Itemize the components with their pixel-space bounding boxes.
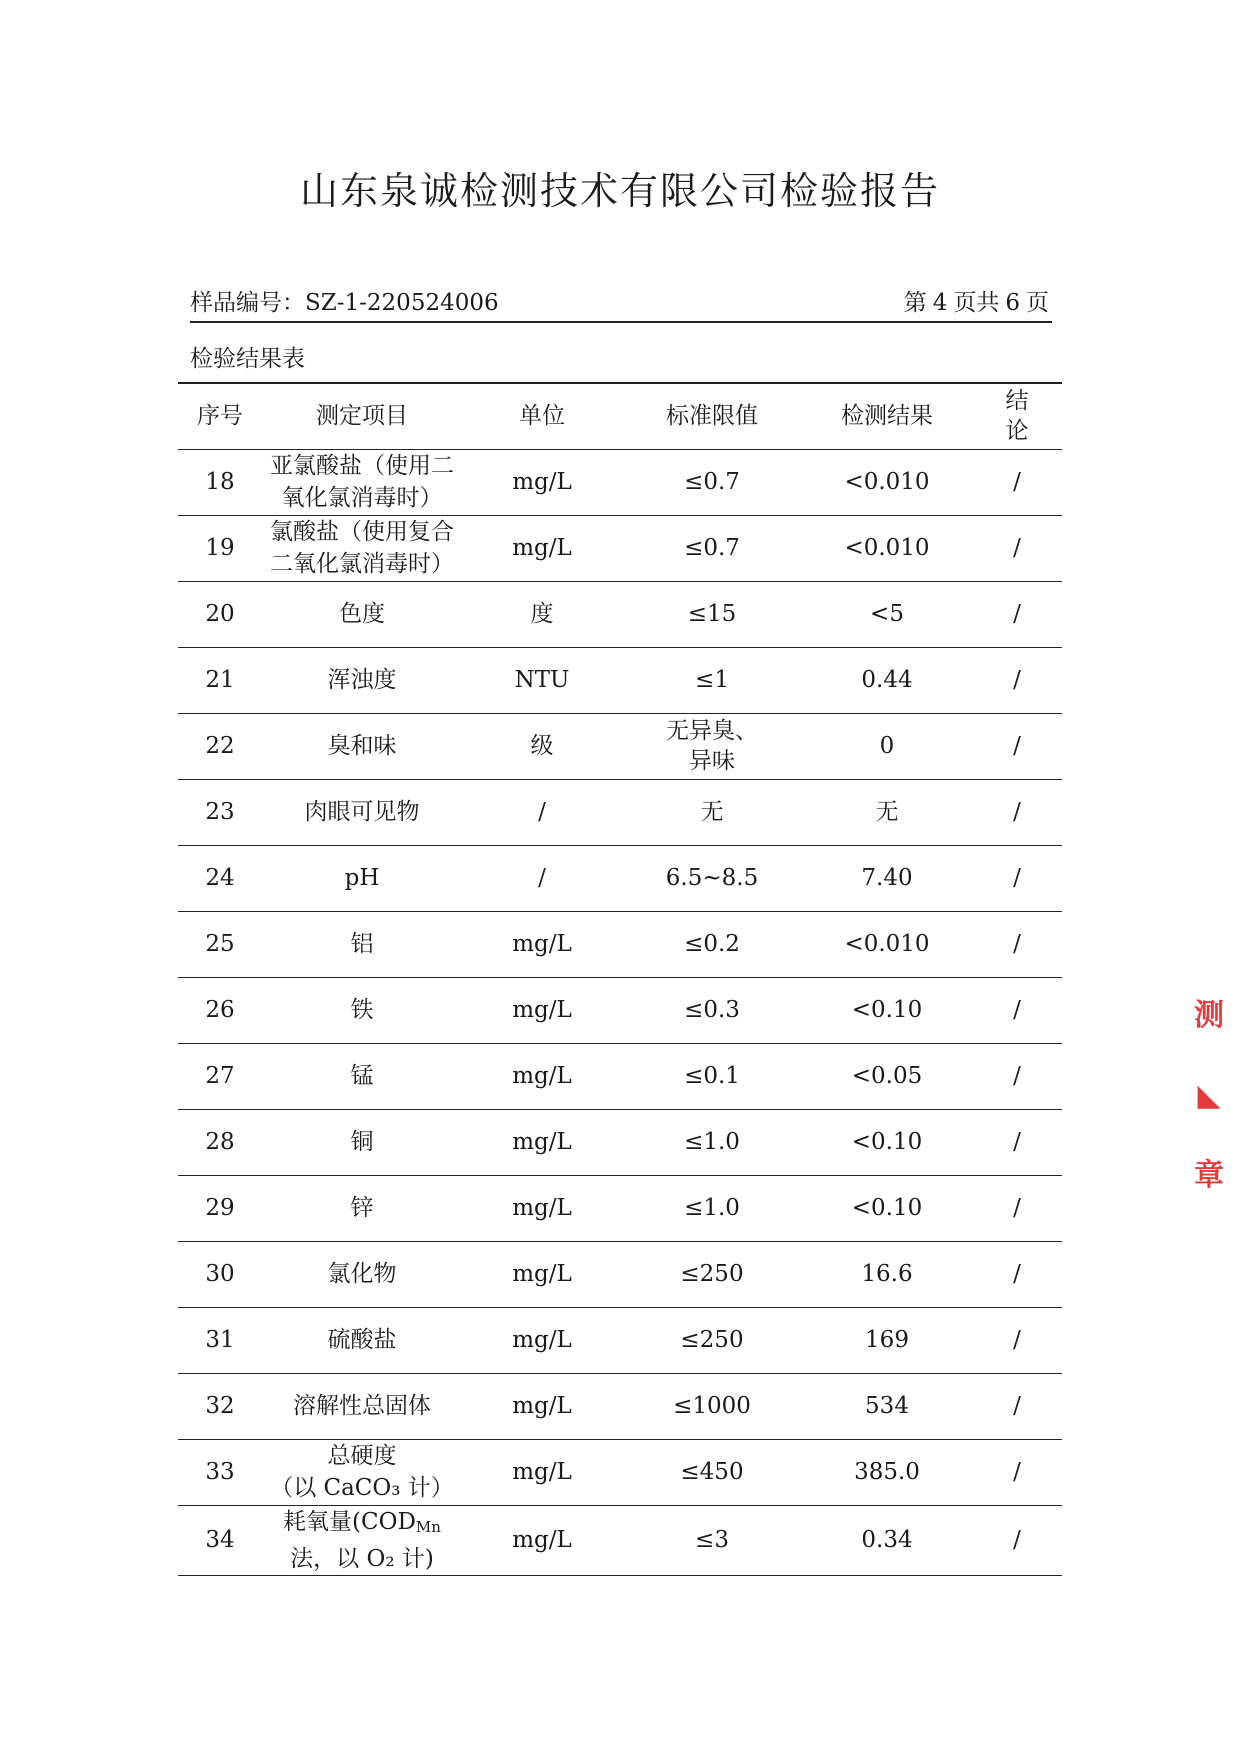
cell-no: 19 xyxy=(178,515,262,581)
item-text: 亚氯酸盐（使用二 xyxy=(270,453,454,479)
item-line xyxy=(262,482,462,514)
table-row xyxy=(178,977,1062,1043)
cell-item xyxy=(262,713,462,779)
cell-result: <0.010 xyxy=(802,449,972,515)
cell-conclusion: / xyxy=(972,581,1062,647)
item-text: pH xyxy=(344,865,380,891)
cell-no: 31 xyxy=(178,1307,262,1373)
cell-unit: / xyxy=(462,845,622,911)
cell-conclusion: / xyxy=(972,845,1062,911)
cell-result: <0.10 xyxy=(802,977,972,1043)
cell-unit: mg/L xyxy=(462,515,622,581)
page-current: 4 xyxy=(932,290,948,316)
cell-no: 27 xyxy=(178,1043,262,1109)
cell-unit: mg/L xyxy=(462,1241,622,1307)
item-line xyxy=(262,862,462,894)
cell-limit: ≤0.7 xyxy=(622,449,802,515)
cell-conclusion: / xyxy=(972,1505,1062,1575)
cell-limit: ≤0.7 xyxy=(622,515,802,581)
table-body xyxy=(178,449,1062,1575)
cell-limit: ≤15 xyxy=(622,581,802,647)
cell-result: <0.010 xyxy=(802,515,972,581)
item-text: 氧化氯消毒时） xyxy=(281,485,443,511)
cell-unit: / xyxy=(462,779,622,845)
stamp-mark: ◣ xyxy=(1197,1078,1221,1113)
cell-conclusion: / xyxy=(972,713,1062,779)
cell-no: 22 xyxy=(178,713,262,779)
stamp-char: 章 xyxy=(1194,1158,1224,1193)
cell-conclusion: / xyxy=(972,1439,1062,1505)
item-line xyxy=(262,1506,462,1543)
item-text: 法，以 O₂ 计) xyxy=(290,1545,434,1572)
cell-unit: 级 xyxy=(462,713,622,779)
cell-no: 29 xyxy=(178,1175,262,1241)
item-line xyxy=(262,664,462,696)
item-line xyxy=(262,598,462,630)
cell-item xyxy=(262,581,462,647)
item-text: 铝 xyxy=(350,931,374,957)
cell-no: 34 xyxy=(178,1505,262,1575)
cell-result: 16.6 xyxy=(802,1241,972,1307)
cell-result: <0.10 xyxy=(802,1109,972,1175)
cell-no: 28 xyxy=(178,1109,262,1175)
page-info xyxy=(901,284,1052,317)
cell-item xyxy=(262,845,462,911)
cell-result: 0.44 xyxy=(802,647,972,713)
cell-no: 20 xyxy=(178,581,262,647)
cell-unit: mg/L xyxy=(462,1109,622,1175)
cell-no: 24 xyxy=(178,845,262,911)
page-middle: 页共 xyxy=(953,290,1000,316)
cell-conclusion: / xyxy=(972,977,1062,1043)
cell-limit: 无 xyxy=(622,779,802,845)
cell-unit: 度 xyxy=(462,581,622,647)
page-total: 6 xyxy=(1005,290,1020,316)
cell-result: <0.10 xyxy=(802,1175,972,1241)
item-text: 氯酸盐（使用复合 xyxy=(270,519,454,545)
item-text: 臭和味 xyxy=(327,733,397,759)
cell-conclusion: / xyxy=(972,1241,1062,1307)
item-text: 溶解性总固体 xyxy=(293,1393,431,1419)
item-text: （以 CaCO₃ 计） xyxy=(270,1475,454,1501)
cell-limit: ≤450 xyxy=(622,1439,802,1505)
cell-conclusion: / xyxy=(972,779,1062,845)
cell-unit: mg/L xyxy=(462,449,622,515)
cell-result: 0.34 xyxy=(802,1505,972,1575)
cell-limit: ≤1 xyxy=(622,647,802,713)
cell-no: 21 xyxy=(178,647,262,713)
cell-limit: 6.5~8.5 xyxy=(622,845,802,911)
cell-result: <5 xyxy=(802,581,972,647)
item-text: 硫酸盐 xyxy=(327,1327,397,1353)
table-row xyxy=(178,1175,1062,1241)
cell-conclusion: / xyxy=(972,911,1062,977)
table-row xyxy=(178,1505,1062,1575)
table-row xyxy=(178,1373,1062,1439)
cell-conclusion: / xyxy=(972,1175,1062,1241)
cell-limit: ≤250 xyxy=(622,1241,802,1307)
cell-limit: ≤0.2 xyxy=(622,911,802,977)
item-line xyxy=(262,1543,462,1575)
item-text: 肉眼可见物 xyxy=(304,799,420,825)
item-line xyxy=(262,994,462,1026)
table-row xyxy=(178,779,1062,845)
cell-conclusion: / xyxy=(972,1307,1062,1373)
cell-no: 32 xyxy=(178,1373,262,1439)
cell-item xyxy=(262,1109,462,1175)
cell-item xyxy=(262,1175,462,1241)
table-row xyxy=(178,647,1062,713)
cell-limit: ≤250 xyxy=(622,1307,802,1373)
cell-item xyxy=(262,911,462,977)
cell-no: 33 xyxy=(178,1439,262,1505)
cell-item xyxy=(262,779,462,845)
cell-item xyxy=(262,977,462,1043)
cell-limit: ≤0.1 xyxy=(622,1043,802,1109)
header-conclusion-text: 结 论 xyxy=(1005,388,1029,445)
results-table xyxy=(178,382,1062,1576)
table-row xyxy=(178,515,1062,581)
cell-limit: ≤1.0 xyxy=(622,1109,802,1175)
cell-item xyxy=(262,515,462,581)
item-line xyxy=(262,1060,462,1092)
item-text: 氯化物 xyxy=(327,1261,397,1287)
table-row xyxy=(178,1043,1062,1109)
cell-result: <0.05 xyxy=(802,1043,972,1109)
cell-no: 30 xyxy=(178,1241,262,1307)
item-line xyxy=(262,1390,462,1422)
header-limit: 标准限值 xyxy=(622,383,802,449)
sample-number xyxy=(190,284,499,317)
sample-label: 样品编号： xyxy=(190,290,305,316)
item-line xyxy=(262,1472,462,1504)
cell-item xyxy=(262,647,462,713)
cell-conclusion: / xyxy=(972,1109,1062,1175)
report-header xyxy=(190,284,1052,323)
header-no: 序号 xyxy=(178,383,262,449)
table-row xyxy=(178,1241,1062,1307)
item-line xyxy=(262,516,462,548)
cell-result: <0.010 xyxy=(802,911,972,977)
item-text: 浑浊度 xyxy=(327,667,397,693)
item-text: 锌 xyxy=(350,1195,374,1221)
cell-result: 无 xyxy=(802,779,972,845)
item-text: 二氧化氯消毒时） xyxy=(270,551,454,577)
cell-item xyxy=(262,1241,462,1307)
cell-item xyxy=(262,1505,462,1575)
page-prefix: 第 xyxy=(903,290,927,316)
header-item: 测定项目 xyxy=(262,383,462,449)
cell-unit: mg/L xyxy=(462,911,622,977)
table-row xyxy=(178,911,1062,977)
cell-conclusion: / xyxy=(972,647,1062,713)
table-row xyxy=(178,581,1062,647)
item-line xyxy=(262,1324,462,1356)
cell-result: 534 xyxy=(802,1373,972,1439)
header-conclusion xyxy=(972,383,1062,449)
cell-result: 385.0 xyxy=(802,1439,972,1505)
red-stamp xyxy=(1186,976,1232,1216)
cell-item xyxy=(262,1439,462,1505)
cell-unit: mg/L xyxy=(462,1043,622,1109)
table-row xyxy=(178,713,1062,779)
cell-item xyxy=(262,449,462,515)
item-line xyxy=(262,928,462,960)
cell-no: 25 xyxy=(178,911,262,977)
cell-conclusion: / xyxy=(972,515,1062,581)
cell-result: 169 xyxy=(802,1307,972,1373)
header-result: 检测结果 xyxy=(802,383,972,449)
table-row xyxy=(178,449,1062,515)
table-header-row xyxy=(178,383,1062,449)
page-suffix: 页 xyxy=(1026,290,1049,316)
item-line xyxy=(262,1126,462,1158)
item-text: 耗氧量(COD xyxy=(283,1508,416,1535)
report-title: 山东泉诚检测技术有限公司检验报告 xyxy=(299,169,940,213)
item-text: 铜 xyxy=(350,1129,374,1155)
cell-unit: NTU xyxy=(462,647,622,713)
table-row xyxy=(178,1109,1062,1175)
cell-limit: ≤3 xyxy=(622,1505,802,1575)
cell-limit: 无异臭、异味 xyxy=(622,713,802,779)
cell-no: 18 xyxy=(178,449,262,515)
table-row xyxy=(178,845,1062,911)
cell-limit: ≤1000 xyxy=(622,1373,802,1439)
cell-item xyxy=(262,1043,462,1109)
cell-conclusion: / xyxy=(972,1043,1062,1109)
cell-item xyxy=(262,1373,462,1439)
item-text: 锰 xyxy=(350,1063,374,1089)
item-text: 铁 xyxy=(350,997,374,1023)
cell-result: 0 xyxy=(802,713,972,779)
cell-conclusion: / xyxy=(972,449,1062,515)
table-row xyxy=(178,1439,1062,1505)
item-subscript: Mn xyxy=(415,1517,441,1536)
cell-conclusion: / xyxy=(972,1373,1062,1439)
item-line xyxy=(262,796,462,828)
cell-unit: mg/L xyxy=(462,1175,622,1241)
stamp-char: 测 xyxy=(1194,998,1224,1033)
item-line xyxy=(262,1440,462,1472)
item-line xyxy=(262,1258,462,1290)
cell-item xyxy=(262,1307,462,1373)
cell-limit: ≤1.0 xyxy=(622,1175,802,1241)
cell-unit: mg/L xyxy=(462,977,622,1043)
item-line xyxy=(262,548,462,580)
cell-unit: mg/L xyxy=(462,1373,622,1439)
header-unit: 单位 xyxy=(462,383,622,449)
section-title: 检验结果表 xyxy=(190,346,305,372)
cell-unit: mg/L xyxy=(462,1439,622,1505)
item-line xyxy=(262,450,462,482)
cell-no: 23 xyxy=(178,779,262,845)
table-row xyxy=(178,1307,1062,1373)
cell-no: 26 xyxy=(178,977,262,1043)
cell-result: 7.40 xyxy=(802,845,972,911)
item-text: 色度 xyxy=(339,601,385,627)
item-line xyxy=(262,1192,462,1224)
cell-limit: ≤0.3 xyxy=(622,977,802,1043)
item-text: 总硬度 xyxy=(327,1443,397,1469)
cell-unit: mg/L xyxy=(462,1307,622,1373)
item-line xyxy=(262,730,462,762)
sample-no: SZ-1-220524006 xyxy=(305,290,499,316)
cell-unit: mg/L xyxy=(462,1505,622,1575)
